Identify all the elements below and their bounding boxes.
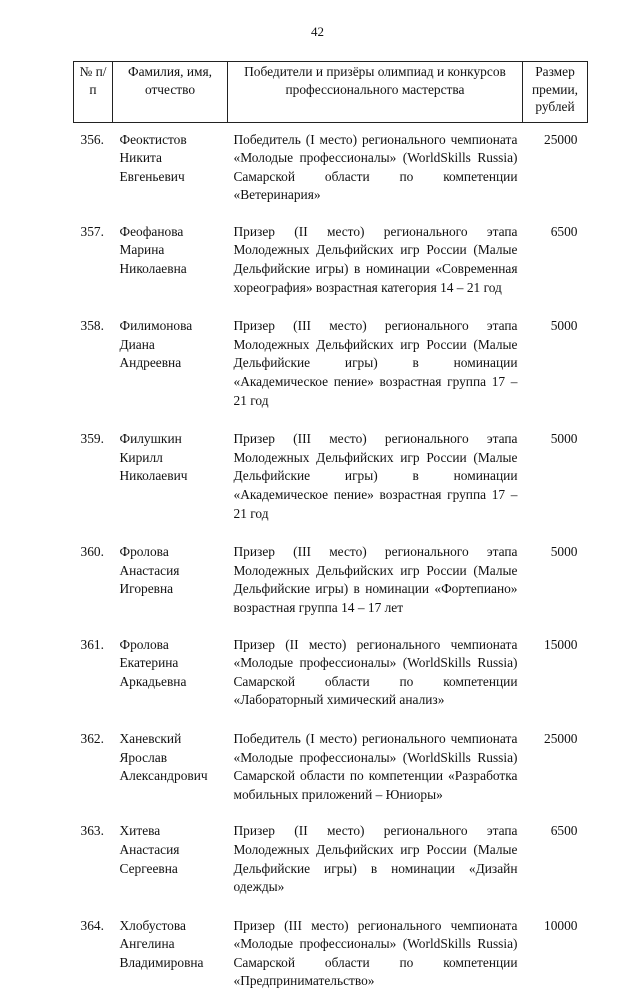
name-part: Фролова [119,636,169,652]
row-achievement: Призер (II место) регионального чемпионата «Молодые профессионалы» (WorldSkills Russia) Самарской области по компетенции «Лабораторный химический анализ» [233,636,518,708]
name-part: Феофанова [119,223,184,239]
row-achievement: Призер (III место) регионального этапа Молодежных Дельфийских игр России (Малые Дельфийские игры) в номинации «Академическое пение» возрастная группа 17 – 21 год [233,318,518,408]
row-prize-amount: 25000 [544,131,578,147]
table-body [74,122,588,991]
name-part: Евгеньевич [119,168,185,184]
name-part: Николаевич [119,468,188,484]
header-name: Фамилия, имя, отчество [113,62,228,123]
name-part: Анастасия [119,562,180,578]
row-number: 363. [80,823,104,839]
row-achievement: Призер (II место) регионального этапа Молодежных Дельфийских игр России (Малые Дельфийские игры) в номинации «Дизайн одежды» [233,823,518,895]
name-part: Хлобустова [119,917,186,933]
name-part: Екатерина [119,655,179,671]
name-part: Александрович [119,768,208,784]
row-number: 362. [80,730,104,746]
name-part: Ангелина [119,936,175,952]
table-row [74,618,588,710]
row-full-name [113,410,228,523]
row-number: 361. [80,636,104,652]
name-part: Анастасия [119,841,180,857]
row-prize-amount: 25000 [544,730,578,746]
row-prize-amount: 5000 [550,544,578,560]
name-part: Аркадьевна [119,673,187,689]
awards-table [73,61,588,991]
row-number: 356. [80,131,104,147]
row-number: 364. [80,917,104,933]
row-prize-amount: 5000 [550,318,578,334]
row-full-name [113,523,228,617]
name-part: Фролова [119,544,169,560]
row-number: 359. [80,431,104,447]
row-achievement: Призер (III место) регионального этапа Молодежных Дельфийских игр России (Малые Дельфийские игры) в номинации «Академическое пение» возрастная группа 17 – 21 год [233,431,518,521]
row-number: 358. [80,318,104,334]
table-row [74,710,588,804]
row-achievement: Призер (III место) регионального чемпионата «Молодые профессионалы» (WorldSkills Russia) Самарской области по компетенции «Предпринимательство» [233,917,518,989]
table-row [74,122,588,205]
row-full-name [113,618,228,710]
row-number: 357. [80,223,104,239]
header-prize: Размер премии, рублей [523,62,588,123]
name-part: Ярослав [119,749,168,765]
name-part: Никита [119,150,162,166]
name-part: Хитева [119,823,161,839]
page-number: 42 [311,24,324,39]
name-part: Игоревна [119,581,174,597]
row-full-name [113,897,228,991]
table-header-row [74,62,588,123]
row-number: 360. [80,544,104,560]
name-part: Владимировна [119,954,204,970]
name-part: Феоктистов [119,131,187,147]
table-row [74,523,588,617]
table-row [74,804,588,896]
name-part: Кирилл [119,449,163,465]
name-part: Филимонова [119,318,193,334]
row-full-name [113,804,228,896]
name-part: Сергеевна [119,860,178,876]
name-part: Николаевна [119,261,187,277]
table-row [74,410,588,523]
row-achievement: Победитель (I место) регионального чемпионата «Молодые профессионалы» (WorldSkills Russia) Самарской области по компетенции «Разработка мобильных приложений – Юниоры» [233,730,518,802]
table-row [74,297,588,410]
name-part: Андреевна [119,355,182,371]
name-part: Ханевский [119,730,182,746]
row-prize-amount: 5000 [550,431,578,447]
name-part: Диана [119,336,155,352]
row-prize-amount: 6500 [550,223,578,239]
row-achievement: Призер (III место) регионального этапа Молодежных Дельфийских игр России (Малые Дельфийские игры) в номинации «Фортепиано» возрастная группа 14 – 17 лет [233,544,518,615]
row-full-name [113,122,228,205]
row-full-name [113,710,228,804]
row-prize-amount: 15000 [544,636,578,652]
table-row [74,897,588,991]
row-prize-amount: 10000 [544,917,578,933]
row-full-name [113,297,228,410]
header-num: № п/п [74,62,113,123]
row-full-name [113,205,228,297]
header-text: Победители и призёры олимпиад и конкурсов профессионального мастерства [228,62,523,123]
row-achievement: Призер (II место) регионального этапа Молодежных Дельфийских игр России (Малые Дельфийские игры) в номинации «Современная хореография» возрастная категория 14 – 21 год [233,223,518,295]
table-row [74,205,588,297]
name-part: Филушкин [119,431,182,447]
name-part: Марина [119,242,165,258]
row-prize-amount: 6500 [550,823,578,839]
row-achievement: Победитель (I место) регионального чемпионата «Молодые профессионалы» (WorldSkills Russia) Самарской области по компетенции «Ветеринария» [233,131,518,203]
